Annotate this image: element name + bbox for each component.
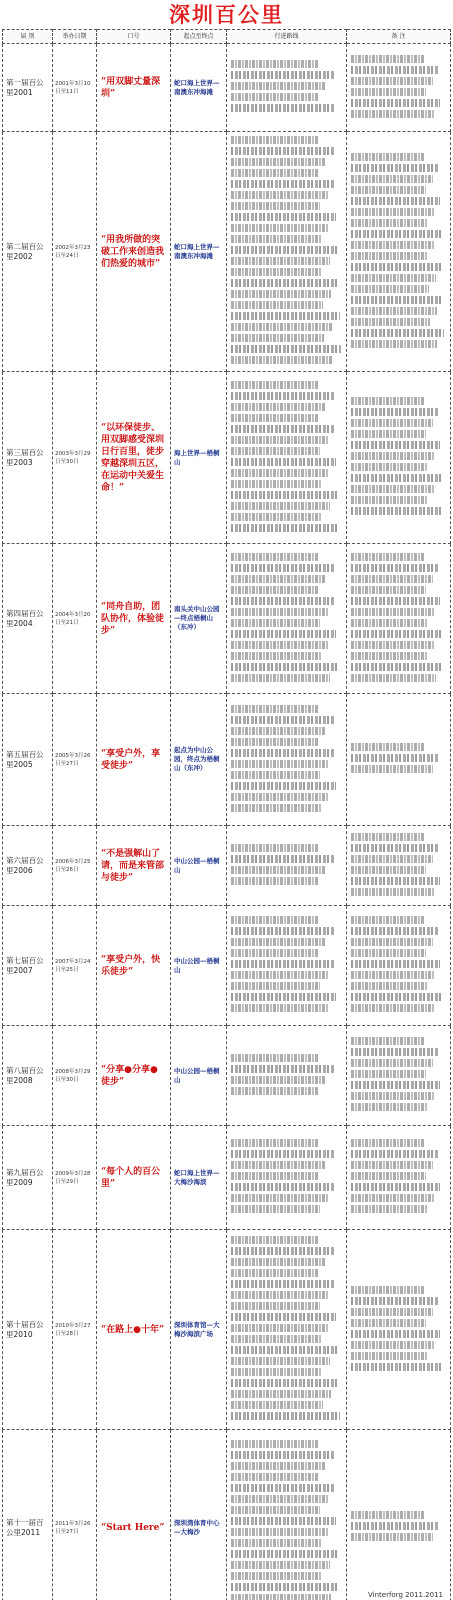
illegible-text-line <box>231 1440 318 1448</box>
illegible-text-line <box>351 1297 439 1305</box>
illegible-text-line <box>231 749 335 757</box>
illegible-text-line <box>231 1087 319 1095</box>
illegible-text-line <box>231 1335 321 1343</box>
illegible-text-line <box>231 1247 334 1255</box>
start-end-cell: 中山公园—梧桐山 <box>171 826 227 906</box>
header-date: 举办日期 <box>53 30 97 44</box>
illegible-text-line <box>231 403 326 411</box>
illegible-text-line <box>351 241 435 249</box>
illegible-text-line <box>231 356 333 364</box>
table-row <box>3 826 451 906</box>
illegible-text-line <box>231 1539 321 1547</box>
illegible-text-line <box>351 949 426 957</box>
illegible-text-line <box>351 674 436 682</box>
illegible-text-line <box>351 1059 433 1067</box>
illegible-text-line <box>351 1070 426 1078</box>
route-cell <box>227 132 347 372</box>
illegible-text-line <box>231 191 328 199</box>
illegible-text-line <box>231 436 328 444</box>
illegible-text-line <box>351 77 433 85</box>
illegible-text-line <box>351 1205 427 1213</box>
illegible-text-line <box>231 982 320 990</box>
illegible-text-line <box>351 888 434 896</box>
illegible-text-line <box>351 1511 425 1519</box>
illegible-text-line <box>231 716 334 724</box>
date-cell: 2011年3月26日至27日 <box>53 1430 97 1600</box>
illegible-text-line <box>231 323 332 331</box>
illegible-text-line <box>231 257 330 265</box>
illegible-text-line <box>231 235 321 243</box>
slogan-cell: “享受户外，享受徒步” <box>97 694 171 826</box>
illegible-text-line <box>231 1390 331 1398</box>
illegible-text-line <box>231 1236 318 1244</box>
illegible-text-line <box>231 93 319 101</box>
illegible-text-line <box>231 1004 329 1012</box>
illegible-text-line <box>231 938 326 946</box>
illegible-text-line <box>231 927 334 935</box>
illegible-text-line <box>351 630 441 638</box>
session-cell: 第九届百公里2009 <box>3 1126 53 1230</box>
illegible-text-line <box>231 652 321 660</box>
illegible-text-line <box>231 1412 340 1420</box>
note-cell <box>347 1026 451 1126</box>
illegible-text-line <box>231 158 326 166</box>
illegible-text-line <box>231 877 319 885</box>
illegible-text-line <box>231 1313 336 1321</box>
date-cell: 2004年3月20日至21日 <box>53 544 97 694</box>
start-end-cell: 中山公园—梧桐山 <box>171 1026 227 1126</box>
illegible-text-line <box>231 1379 339 1387</box>
note-cell <box>347 1230 451 1430</box>
table-row <box>3 1430 451 1600</box>
table-row <box>3 372 451 544</box>
illegible-text-line <box>231 136 318 144</box>
slogan-cell: “不是强解山了请，而是来管部与徒步” <box>97 826 171 906</box>
illegible-text-line <box>351 1319 426 1327</box>
illegible-text-line <box>231 597 335 605</box>
illegible-text-line <box>351 1341 434 1349</box>
illegible-text-line <box>351 619 427 627</box>
date-cell: 2006年3月25日至26日 <box>53 826 97 906</box>
session-cell: 第五届百公里2005 <box>3 694 53 826</box>
illegible-text-line <box>351 318 430 326</box>
illegible-text-line <box>231 782 336 790</box>
illegible-text-line <box>351 982 427 990</box>
route-cell <box>227 906 347 1026</box>
illegible-text-line <box>351 993 441 1001</box>
illegible-text-line <box>231 793 329 801</box>
illegible-text-line <box>231 993 336 1001</box>
illegible-text-line <box>231 1065 334 1073</box>
illegible-text-line <box>231 1594 331 1600</box>
date-cell: 2001年3月10日至11日 <box>53 44 97 132</box>
illegible-text-line <box>351 754 439 762</box>
illegible-text-line <box>231 1183 335 1191</box>
illegible-text-line <box>231 1462 326 1470</box>
illegible-text-line <box>351 866 426 874</box>
illegible-text-line <box>231 1302 320 1310</box>
header-notes: 备 注 <box>347 30 451 44</box>
illegible-text-line <box>231 524 339 532</box>
illegible-text-line <box>231 458 336 466</box>
illegible-text-line <box>351 175 433 183</box>
illegible-text-line <box>231 104 335 112</box>
date-cell: 2003年3月29日至30日 <box>53 372 97 544</box>
illegible-text-line <box>351 274 436 282</box>
illegible-text-line <box>231 804 321 812</box>
illegible-text-line <box>351 663 442 671</box>
illegible-text-line <box>231 1324 329 1332</box>
illegible-text-line <box>351 463 427 471</box>
illegible-text-line <box>351 743 425 751</box>
slogan-cell: “分享●分享●徒步” <box>97 1026 171 1126</box>
illegible-text-line <box>231 705 318 713</box>
session-cell: 第三届百公里2003 <box>3 372 53 544</box>
illegible-text-line <box>231 1401 323 1409</box>
illegible-text-line <box>351 1352 427 1360</box>
illegible-text-line <box>231 1172 319 1180</box>
events-table <box>2 29 451 1600</box>
slogan-cell: “每个人的百公里” <box>97 1126 171 1230</box>
illegible-text-line <box>351 833 425 841</box>
start-end-cell: 深圳体育馆—大梅沙海滨广场 <box>171 1230 227 1430</box>
slogan-cell: “用双脚丈量深圳” <box>97 44 171 132</box>
illegible-text-line <box>351 55 425 63</box>
illegible-text-line <box>231 1357 330 1365</box>
illegible-text-line <box>351 252 428 260</box>
illegible-text-line <box>231 447 320 455</box>
illegible-text-line <box>231 1346 338 1354</box>
illegible-text-line <box>351 66 439 74</box>
illegible-text-line <box>351 1081 440 1089</box>
illegible-text-line <box>351 1194 434 1202</box>
illegible-text-line <box>351 110 434 118</box>
start-end-cell: 蛇口海上世界—大梅沙海滨 <box>171 1126 227 1230</box>
start-end-cell: 蛇口海上世界—南澳东冲海滩 <box>171 44 227 132</box>
table-row <box>3 906 451 1026</box>
illegible-text-line <box>351 419 433 427</box>
table-row <box>3 544 451 694</box>
illegible-text-line <box>351 408 439 416</box>
illegible-text-line <box>231 414 319 422</box>
illegible-text-line <box>231 738 319 746</box>
table-row <box>3 694 451 826</box>
start-end-cell: 深圳湾体育中心—大梅沙 <box>171 1430 227 1600</box>
session-cell: 第八届百公里2008 <box>3 1026 53 1126</box>
illegible-text-line <box>231 301 323 309</box>
illegible-text-line <box>231 619 320 627</box>
illegible-text-line <box>351 1522 439 1530</box>
illegible-text-line <box>231 1150 334 1158</box>
illegible-text-line <box>351 441 440 449</box>
start-end-cell: 蛇口海上世界—南澳东冲海滩 <box>171 132 227 372</box>
illegible-text-line <box>231 641 329 649</box>
illegible-text-line <box>351 597 440 605</box>
illegible-text-line <box>351 1330 440 1338</box>
illegible-text-line <box>351 1048 439 1056</box>
illegible-text-line <box>231 1550 338 1558</box>
illegible-text-line <box>231 469 329 477</box>
illegible-text-line <box>351 285 429 293</box>
illegible-text-line <box>231 82 326 90</box>
illegible-text-line <box>231 1269 319 1277</box>
illegible-text-line <box>231 513 322 521</box>
illegible-text-line <box>231 916 318 924</box>
route-cell <box>227 544 347 694</box>
illegible-text-line <box>351 430 426 438</box>
header-route: 行进路线 <box>227 30 347 44</box>
note-cell <box>347 826 451 906</box>
route-cell <box>227 1126 347 1230</box>
route-cell <box>227 1430 347 1600</box>
illegible-text-line <box>351 877 440 885</box>
illegible-text-line <box>231 1258 326 1266</box>
footer-credit: Vinterforg 2011.2011 <box>368 1591 443 1599</box>
date-cell: 2008年3月29日至30日 <box>53 1026 97 1126</box>
illegible-text-line <box>231 1583 339 1591</box>
session-cell: 第十一届百公里2011 <box>3 1430 53 1600</box>
illegible-text-line <box>231 381 318 389</box>
illegible-text-line <box>231 334 324 342</box>
date-cell: 2007年3月24日至25日 <box>53 906 97 1026</box>
illegible-text-line <box>231 1473 319 1481</box>
illegible-text-line <box>231 147 334 155</box>
illegible-text-line <box>351 608 434 616</box>
route-cell <box>227 694 347 826</box>
date-cell: 2005年3月26日至27日 <box>53 694 97 826</box>
illegible-text-line <box>351 507 442 515</box>
illegible-text-line <box>231 1280 335 1288</box>
session-cell: 第二届百公里2002 <box>3 132 53 372</box>
illegible-text-line <box>231 760 328 768</box>
slogan-cell: “以环保徒步、用双脚感受深圳日行百里，徒步穿越深圳五区，在运动中关爱生命！” <box>97 372 171 544</box>
illegible-text-line <box>351 397 425 405</box>
illegible-text-line <box>351 452 434 460</box>
illegible-text-line <box>231 180 335 188</box>
illegible-text-line <box>231 345 341 353</box>
illegible-text-line <box>231 630 336 638</box>
header-slogan: 口号 <box>97 30 171 44</box>
slogan-cell: “在路上●十年” <box>97 1230 171 1430</box>
route-cell <box>227 44 347 132</box>
illegible-text-line <box>231 246 338 254</box>
illegible-text-line <box>351 1139 425 1147</box>
illegible-text-line <box>351 230 441 238</box>
illegible-text-line <box>351 1286 425 1294</box>
table-row <box>3 1026 451 1126</box>
illegible-text-line <box>351 307 437 315</box>
illegible-text-line <box>351 496 428 504</box>
illegible-text-line <box>351 153 425 161</box>
note-cell <box>347 906 451 1026</box>
illegible-text-line <box>351 1004 435 1012</box>
illegible-text-line <box>351 1037 425 1045</box>
illegible-text-line <box>231 491 338 499</box>
illegible-text-line <box>351 296 443 304</box>
illegible-text-line <box>351 1161 433 1169</box>
header-start-end: 起点至终点 <box>171 30 227 44</box>
illegible-text-line <box>231 949 319 957</box>
illegible-text-line <box>351 844 439 852</box>
illegible-text-line <box>231 586 319 594</box>
illegible-text-line <box>351 855 433 863</box>
illegible-text-line <box>231 1076 326 1084</box>
illegible-text-line <box>351 263 442 271</box>
illegible-text-line <box>351 474 441 482</box>
illegible-text-line <box>351 960 440 968</box>
illegible-text-line <box>231 1368 322 1376</box>
illegible-text-line <box>231 866 326 874</box>
start-end-cell: 南头关中山公园—终点梧桐山（东冲） <box>171 544 227 694</box>
illegible-text-line <box>231 960 335 968</box>
illegible-text-line <box>231 727 326 735</box>
illegible-text-line <box>351 641 435 649</box>
table-row <box>3 1126 451 1230</box>
illegible-text-line <box>231 169 319 177</box>
route-cell <box>227 372 347 544</box>
table-row <box>3 132 451 372</box>
table-row <box>3 1230 451 1430</box>
illegible-text-line <box>351 1103 427 1111</box>
illegible-text-line <box>351 208 434 216</box>
illegible-text-line <box>231 1561 330 1569</box>
illegible-text-line <box>351 575 433 583</box>
illegible-text-line <box>351 1363 441 1371</box>
illegible-text-line <box>231 553 318 561</box>
illegible-text-line <box>231 771 320 779</box>
illegible-text-line <box>231 674 330 682</box>
route-cell <box>227 1026 347 1126</box>
session-cell: 第十届百公里2010 <box>3 1230 53 1430</box>
session-cell: 第四届百公里2004 <box>3 544 53 694</box>
illegible-text-line <box>351 1533 433 1541</box>
illegible-text-line <box>351 938 433 946</box>
document-title: 深圳百公里 <box>169 2 284 27</box>
illegible-text-line <box>351 329 444 337</box>
route-cell <box>227 826 347 906</box>
illegible-text-line <box>351 1150 439 1158</box>
illegible-text-line <box>351 564 439 572</box>
illegible-text-line <box>351 99 440 107</box>
date-cell: 2002年3月23日至24日 <box>53 132 97 372</box>
illegible-text-line <box>231 60 318 68</box>
illegible-text-line <box>351 553 425 561</box>
illegible-text-line <box>351 652 428 660</box>
illegible-text-line <box>231 1484 335 1492</box>
illegible-text-line <box>231 844 318 852</box>
illegible-text-line <box>231 290 331 298</box>
illegible-text-line <box>231 71 334 79</box>
illegible-text-line <box>351 1092 434 1100</box>
illegible-text-line <box>231 425 335 433</box>
illegible-text-line <box>231 1161 326 1169</box>
illegible-text-line <box>231 1506 320 1514</box>
illegible-text-line <box>351 197 440 205</box>
note-cell <box>347 44 451 132</box>
illegible-text-line <box>231 608 328 616</box>
illegible-text-line <box>231 312 340 320</box>
illegible-text-line <box>231 1205 320 1213</box>
illegible-text-line <box>231 1572 322 1580</box>
illegible-text-line <box>231 213 336 221</box>
illegible-text-line <box>231 279 339 287</box>
illegible-text-line <box>231 1291 328 1299</box>
illegible-text-line <box>351 916 425 924</box>
table-row <box>3 44 451 132</box>
illegible-text-line <box>231 663 338 671</box>
illegible-text-line <box>351 1172 426 1180</box>
illegible-text-line <box>231 971 328 979</box>
illegible-text-line <box>351 971 434 979</box>
date-cell: 2009年3月28日至29日 <box>53 1126 97 1230</box>
illegible-text-line <box>231 502 330 510</box>
date-cell: 2010年3月27日至28日 <box>53 1230 97 1430</box>
illegible-text-line <box>231 1495 328 1503</box>
illegible-text-line <box>351 586 426 594</box>
start-end-cell: 中山公园—梧桐山 <box>171 906 227 1026</box>
illegible-text-line <box>351 1183 440 1191</box>
illegible-text-line <box>231 855 334 863</box>
illegible-text-line <box>351 164 439 172</box>
note-cell <box>347 544 451 694</box>
session-cell: 第七届百公里2007 <box>3 906 53 1026</box>
illegible-text-line <box>351 88 426 96</box>
illegible-text-line <box>351 340 437 348</box>
slogan-cell: “同舟自助，团队协作，体验徒步” <box>97 544 171 694</box>
illegible-text-line <box>231 564 334 572</box>
route-cell <box>227 1230 347 1430</box>
slogan-cell: “用我所做的突破工作来创造我们热爱的城市” <box>97 132 171 372</box>
session-cell: 第一届百公里2001 <box>3 44 53 132</box>
start-end-cell: 起点为中山公园，终点为梧桐山（东冲） <box>171 694 227 826</box>
illegible-text-line <box>231 1054 318 1062</box>
note-cell <box>347 372 451 544</box>
header-session: 届 别 <box>3 30 53 44</box>
session-cell: 第六届百公里2006 <box>3 826 53 906</box>
table-header-row <box>3 30 451 44</box>
illegible-text-line <box>231 575 326 583</box>
illegible-text-line <box>231 480 321 488</box>
note-cell <box>347 132 451 372</box>
illegible-text-line <box>351 927 439 935</box>
note-cell <box>347 1430 451 1600</box>
start-end-cell: 海上世界—梧桐山 <box>171 372 227 544</box>
illegible-text-line <box>351 485 435 493</box>
illegible-text-line <box>231 1451 334 1459</box>
illegible-text-line <box>351 219 427 227</box>
note-cell <box>347 694 451 826</box>
illegible-text-line <box>231 224 329 232</box>
illegible-text-line <box>231 1517 336 1525</box>
illegible-text-line <box>231 268 322 276</box>
illegible-text-line <box>231 1194 328 1202</box>
slogan-cell: “享受户外，快乐徒步” <box>97 906 171 1026</box>
illegible-text-line <box>351 186 426 194</box>
illegible-text-line <box>231 392 334 400</box>
slogan-cell: “Start Here” <box>97 1430 171 1600</box>
illegible-text-line <box>231 1139 318 1147</box>
illegible-text-line <box>351 1308 433 1316</box>
note-cell <box>347 1126 451 1230</box>
illegible-text-line <box>351 765 433 773</box>
illegible-text-line <box>231 202 320 210</box>
illegible-text-line <box>231 1528 329 1536</box>
